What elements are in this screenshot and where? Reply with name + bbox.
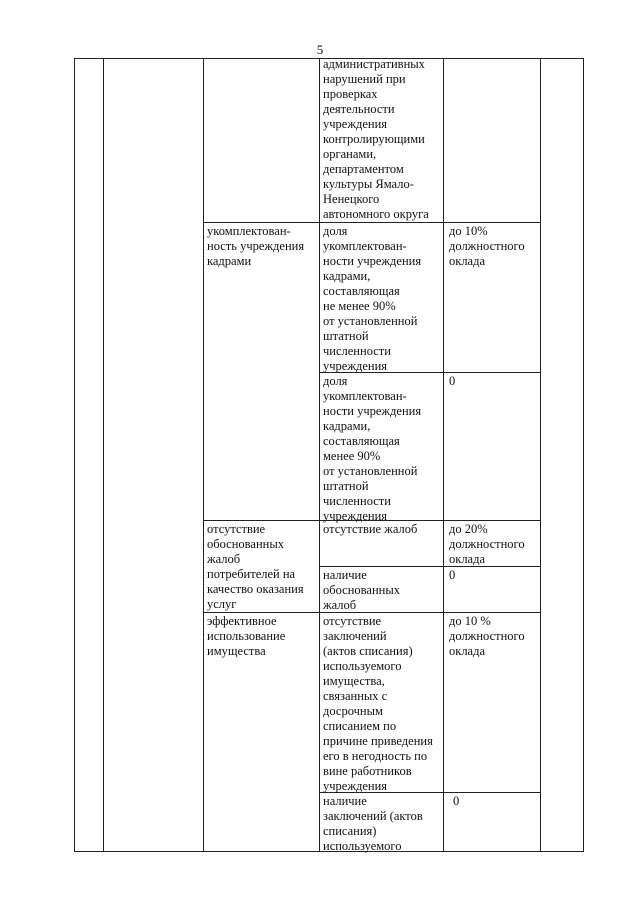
table-cell-condition: отсутствие жалоб xyxy=(323,522,418,536)
table-cell-condition: наличие обоснованных жалоб xyxy=(323,568,400,612)
column-divider xyxy=(103,58,104,852)
column-divider xyxy=(319,58,320,852)
column-divider xyxy=(583,58,584,852)
table-cell-amount: 0 xyxy=(453,794,460,808)
table-cell-criterion: эффективное использование имущества xyxy=(207,614,286,658)
column-divider xyxy=(74,58,75,852)
page-number: 5 xyxy=(316,42,324,57)
table-cell-condition: доля укомплектован- ности учреждения кадрами, составляющая менее 90% от установленной штатной численности учреждения xyxy=(323,374,422,523)
column-divider xyxy=(540,58,541,852)
table-cell-condition: наличие заключений (актов списания) используемого xyxy=(323,794,423,853)
table-cell-condition: административных нарушений при проверках деятельности учреждения контролирующими органами, департаментом культуры Ямало- Ненецкого автономного округа xyxy=(323,57,429,221)
table-cell-criterion: отсутствие обоснованных жалоб потребителей на качество оказания услуг xyxy=(207,522,304,611)
table-cell-amount: до 10% должностного оклада xyxy=(449,224,525,268)
table-cell-criterion: укомплектован- ность учреждения кадрами xyxy=(207,224,305,268)
table-cell-condition: отсутствие заключений (актов списания) используемого имущества, связанных с досрочным списанием по причине приведения его в негодность по вине работников учреждения xyxy=(323,614,433,793)
column-divider xyxy=(203,58,204,852)
table-cell-condition: доля укомплектован- ности учреждения кадрами, составляющая не менее 90% от установленной штатной численности учреждения xyxy=(323,224,422,373)
table-cell-amount: 0 xyxy=(449,374,456,388)
table-cell-amount: 0 xyxy=(449,568,456,582)
table-cell-amount: до 10 % должностного оклада xyxy=(449,614,525,658)
column-divider xyxy=(443,58,444,852)
table-cell-amount: до 20% должностного оклада xyxy=(449,522,525,566)
row-divider xyxy=(203,222,540,223)
